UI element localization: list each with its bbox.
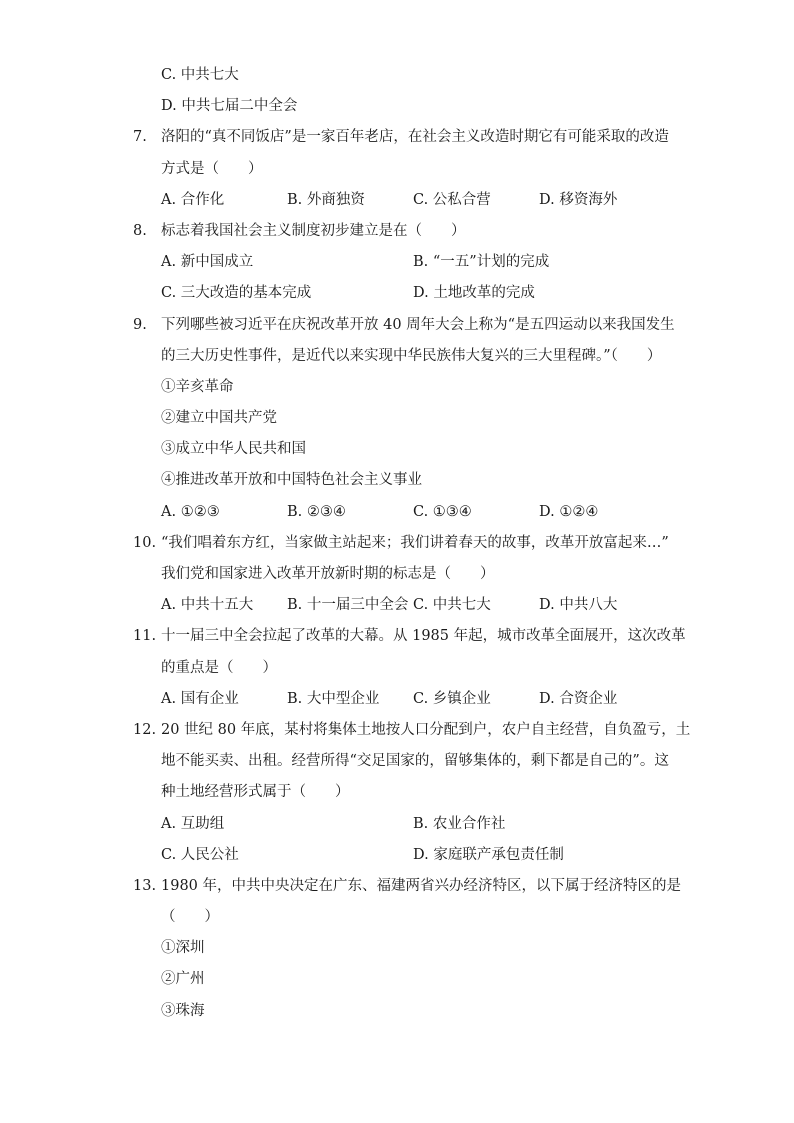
question-number: 9. (133, 316, 147, 333)
question-12-options-row1 (0, 809, 794, 840)
question-13-item (0, 933, 794, 964)
question-text: 我们党和国家进入改革开放新时期的标志是（ ） (161, 566, 495, 582)
question-7-options (0, 185, 794, 216)
question-text: 的三大历史性事件，是近代以来实现中华民族伟大复兴的三大里程碑。”（ ） (161, 347, 662, 364)
question-12-stem-cont (0, 777, 794, 808)
option-c: C. 人民公社 (161, 846, 239, 863)
option-b: B. 外商独资 (287, 191, 365, 208)
option-d: D. 中共七届二中全会 (161, 98, 298, 115)
question-text: 标志着我国社会主义制度初步建立是在（ ） (161, 222, 466, 239)
question-13-item (0, 996, 794, 1027)
question-8-options-row2 (0, 278, 794, 309)
question-8-options-row1 (0, 247, 794, 278)
option-d: D. ①②④ (539, 503, 599, 520)
question-11-options (0, 684, 794, 715)
question-9-stem-cont (0, 341, 794, 372)
option-d: D. 家庭联产承包责任制 (413, 846, 564, 863)
option-d: D. 土地改革的完成 (413, 285, 535, 302)
question-13-stem-cont (0, 902, 794, 933)
question-9-item (0, 403, 794, 434)
question-number: 8. (133, 222, 147, 239)
option-a: A. 互助组 (161, 815, 225, 832)
option-d: D. 中共八大 (539, 597, 618, 614)
question-12-stem-cont (0, 746, 794, 777)
exam-page (0, 60, 794, 1027)
question-10-stem (0, 528, 794, 559)
question-7-stem (0, 122, 794, 153)
question-text: “我们唱着东方红，当家做主站起来；我们讲着春天的故事，改革开放富起来…” (161, 534, 669, 551)
option-c: C. 中共七大 (161, 67, 239, 83)
answer-parenthesis: （ ） (161, 909, 219, 926)
option-c: C. 乡镇企业 (413, 690, 491, 707)
question-12-stem (0, 715, 794, 746)
option-b: B. “一五”计划的完成 (413, 254, 550, 271)
question-number: 13. (133, 877, 157, 894)
question-text: 20 世纪 80 年底，某村将集体土地按人口分配到户，农户自主经营，自负盈亏，土 (161, 721, 691, 738)
option-a: A. ①②③ (161, 503, 220, 520)
question-13-item (0, 964, 794, 995)
option-d: D. 合资企业 (539, 690, 618, 707)
question-13-stem (0, 871, 794, 902)
question-number: 11. (133, 628, 157, 645)
question-number: 12. (133, 721, 157, 738)
option-c: C. ①③④ (413, 503, 472, 520)
option-a: A. 中共十五大 (161, 597, 254, 614)
option-a: A. 新中国成立 (161, 254, 254, 271)
option-b: B. 大中型企业 (287, 690, 380, 707)
question-text: 下列哪些被习近平在庆祝改革开放 40 周年大会上称为“是五四运动以来我国发生 (161, 316, 675, 333)
list-item: ②广州 (161, 971, 205, 988)
question-9-stem (0, 310, 794, 341)
option-line (0, 91, 794, 122)
option-b: B. ②③④ (287, 503, 346, 520)
option-d: D. 移资海外 (539, 191, 618, 208)
list-item: ③成立中华人民共和国 (161, 441, 306, 458)
question-text: 种土地经营形式属于（ ） (161, 784, 350, 801)
question-text: 1980 年，中共中央决定在广东、福建两省兴办经济特区，以下属于经济特区的是 (161, 877, 682, 894)
option-line (0, 60, 794, 91)
option-c: C. 中共七大 (413, 597, 491, 614)
list-item: ④推进改革开放和中国特色社会主义事业 (161, 472, 422, 489)
question-9-item (0, 372, 794, 403)
question-number: 10. (133, 534, 157, 551)
question-9-options (0, 497, 794, 528)
option-a: A. 国有企业 (161, 690, 239, 707)
option-c: C. 三大改造的基本完成 (161, 285, 312, 302)
question-text: 的重点是（ ） (161, 659, 277, 676)
question-number: 7. (133, 129, 147, 146)
question-8-stem (0, 216, 794, 247)
option-c: C. 公私合营 (413, 191, 491, 208)
question-text: 方式是（ ） (161, 160, 263, 177)
question-11-stem-cont (0, 653, 794, 684)
question-10-stem-cont (0, 559, 794, 590)
question-11-stem (0, 621, 794, 652)
question-text: 十一届三中全会拉起了改革的大幕。从 1985 年起，城市改革全面展开，这次改革 (161, 628, 686, 645)
question-12-options-row2 (0, 840, 794, 871)
list-item: ②建立中国共产党 (161, 410, 277, 427)
question-7-stem-cont (0, 154, 794, 185)
list-item: ①辛亥革命 (161, 378, 234, 395)
question-9-item (0, 434, 794, 465)
question-text: 洛阳的“真不同饭店”是一家百年老店，在社会主义改造时期它有可能采取的改造 (161, 129, 669, 146)
question-10-options (0, 590, 794, 621)
question-text: 地不能买卖、出租。经营所得“交足国家的，留够集体的，剩下都是自己的”。这 (161, 753, 669, 770)
option-b: B. 十一届三中全会 (287, 597, 409, 614)
option-b: B. 农业合作社 (413, 815, 506, 832)
question-9-item (0, 465, 794, 496)
list-item: ③珠海 (161, 1002, 205, 1019)
list-item: ①深圳 (161, 940, 205, 957)
option-a: A. 合作化 (161, 191, 225, 208)
